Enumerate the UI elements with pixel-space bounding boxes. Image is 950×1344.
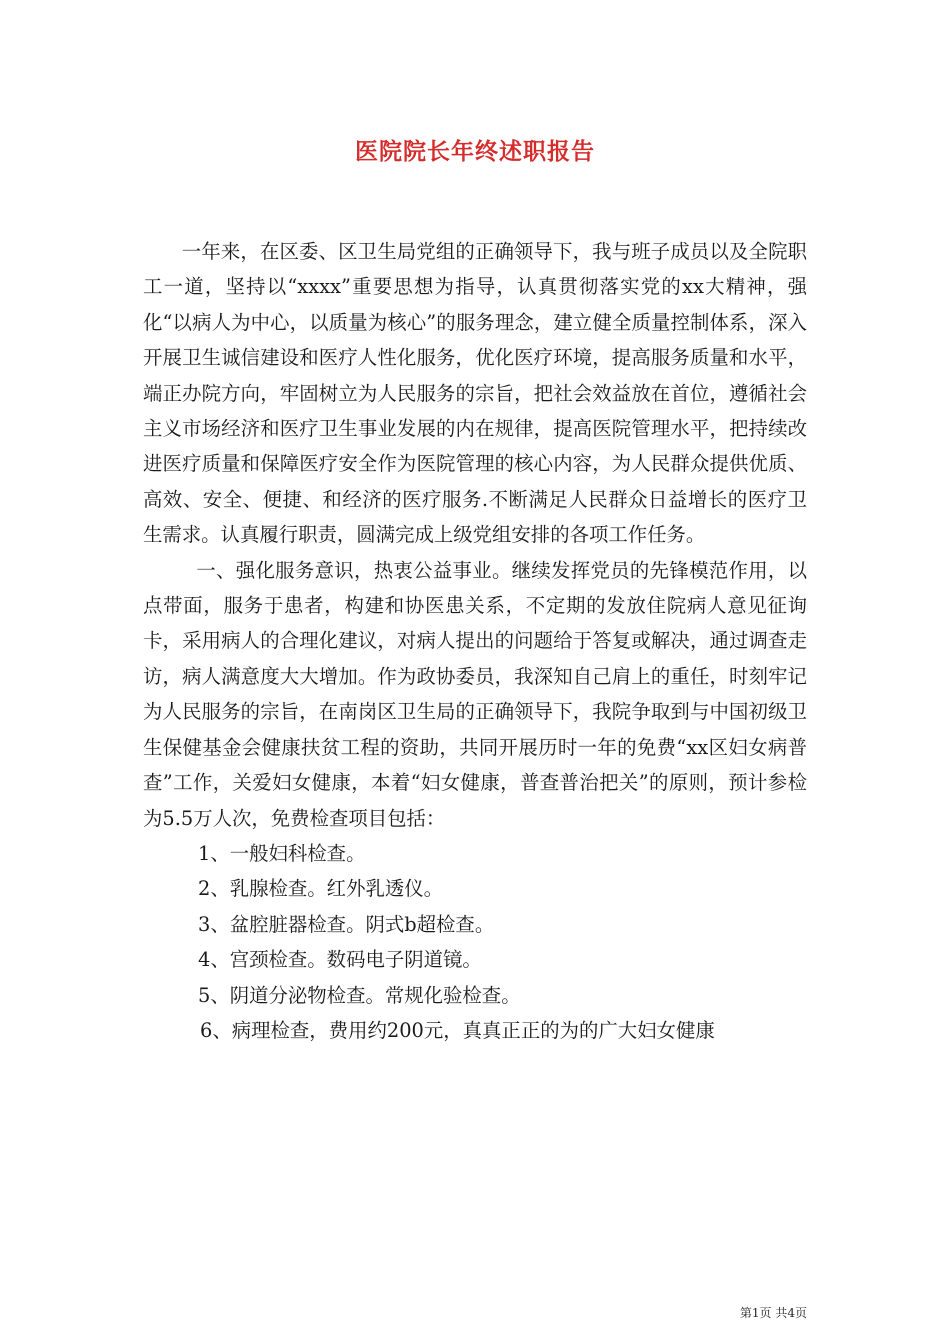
document-body [143, 234, 807, 1048]
page-number-footer: 第1页 共4页 [739, 1306, 807, 1320]
list-item: 2、乳腺检查。红外乳透仪。 [198, 877, 444, 901]
list-item: 1、一般妇科检查。 [198, 841, 366, 865]
list-item: 4、宫颈检查。数码电子阴道镜。 [198, 948, 482, 972]
document-title: 医院院长年终述职报告 [355, 138, 595, 165]
section-one-paragraph: 一、强化服务意识，热衷公益事业。继续发挥党员的先锋模范作用，以点带面，服务于患者，构建和协医患关系，不定期的发放住院病人意见征询卡，采用病人的合理化建议，对病人提出的问题给于答复或解决，通过调查走访，病人满意度大大增加。作为政协委员，我深知自己肩上的重任，时刻牢记为人民服务的宗旨，在南岗区卫生局的正确领导下，我院争取到与中国初级卫生保健基金会健康扶贫工程的资助，共同开展历时一年的免费“xx区妇女病普查”工作，关爱妇女健康，本着“妇女健康，普查普治把关”的原则，预计参检为5.5万人次，免费检查项目包括： [143, 558, 807, 830]
intro-paragraph: 一年来，在区委、区卫生局党组的正确领导下，我与班子成员以及全院职工一道，坚持以“xxxx”重要思想为指导，认真贯彻落实党的xx大精神，强化“以病人为中心，以质量为核心”的服务理念，建立健全质量控制体系，深入开展卫生诚信建设和医疗人性化服务，优化医疗环境，提高服务质量和水平，端正办院方向，牢固树立为人民服务的宗旨，把社会效益放在首位，遵循社会主义市场经济和医疗卫生事业发展的内在规律，提高医院管理水平，把持续改进医疗质量和保障医疗安全作为医院管理的核心内容，为人民群众提供优质、高效、安全、便捷、和经济的医疗服务.不断满足人民群众日益增长的医疗卫生需求。认真履行职责，圆满完成上级党组安排的各项工作任务。 [143, 240, 807, 547]
list-item: 6、病理检查，费用约200元，真真正正的为的广大妇女健康 [200, 1018, 715, 1042]
list-item: 5、阴道分泌物检查。常规化验检查。 [198, 983, 521, 1007]
list-item: 3、盆腔脏器检查。阴式b超检查。 [198, 912, 495, 936]
